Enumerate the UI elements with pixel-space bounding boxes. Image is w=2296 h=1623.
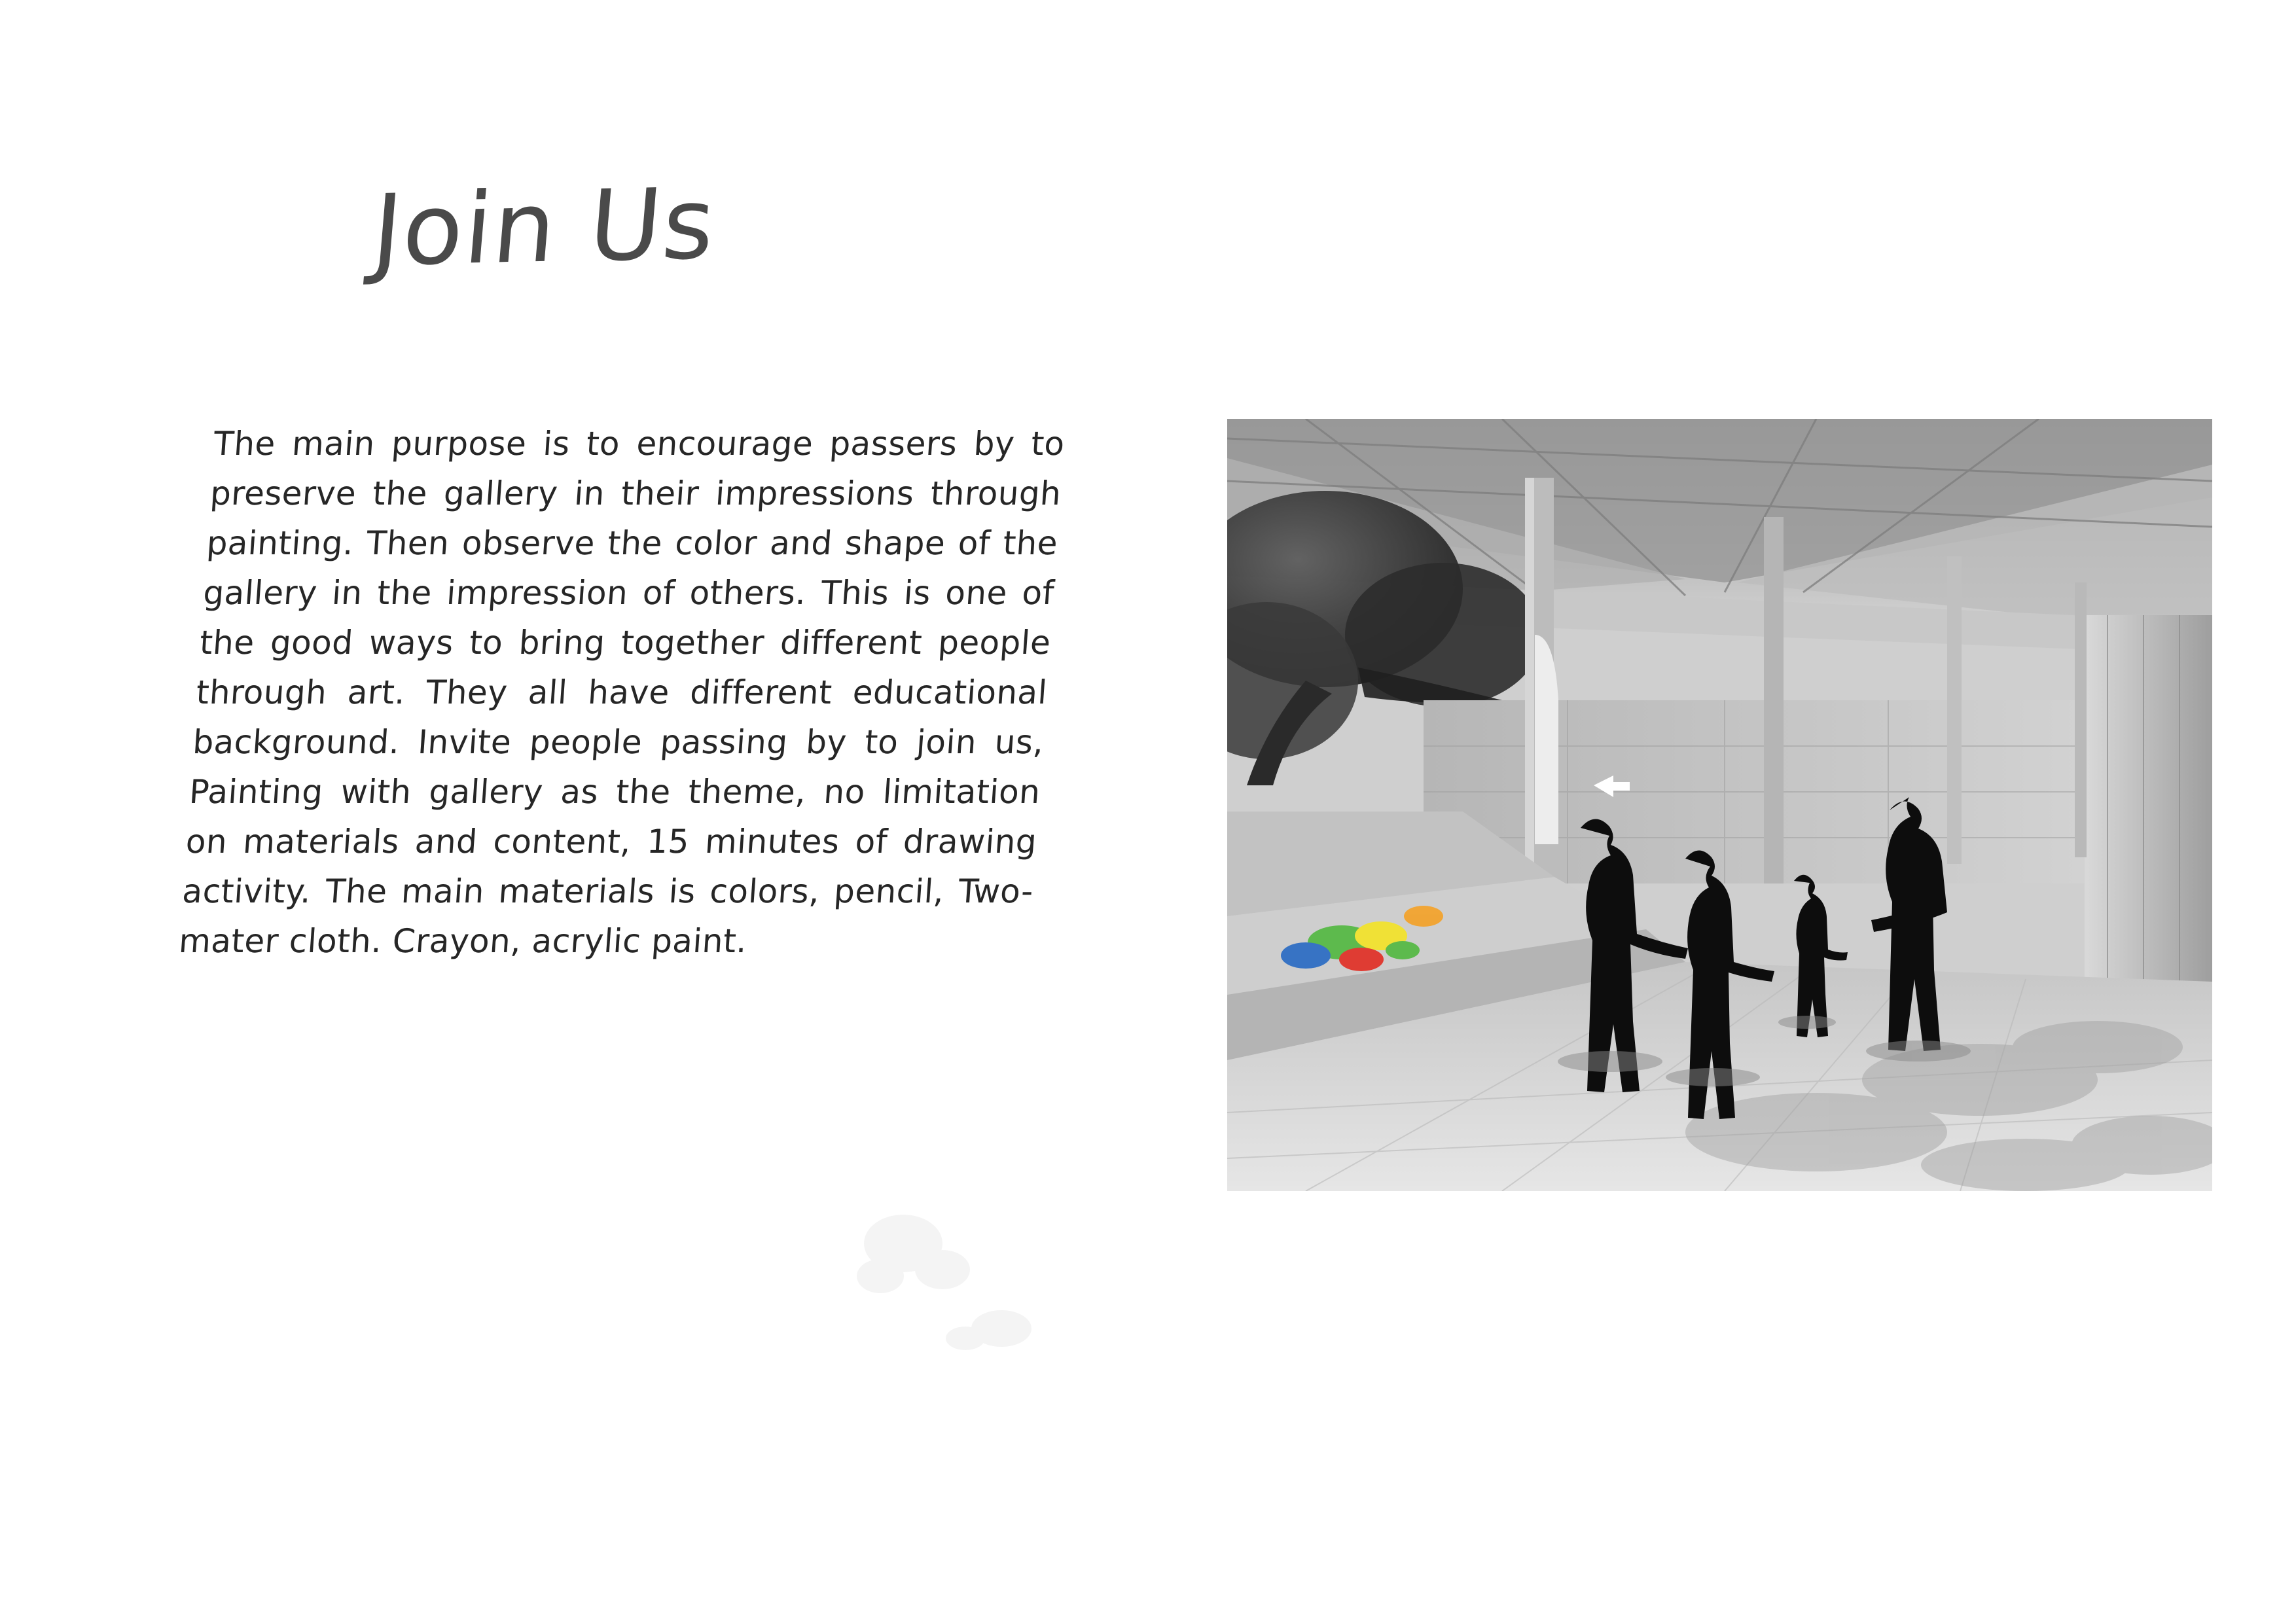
photo-illustration xyxy=(1227,419,2212,1191)
page-title: Join Us xyxy=(368,167,721,289)
gallery-pavilion-photo xyxy=(1227,419,2212,1191)
watermark-decoration xyxy=(818,1198,1093,1368)
body-paragraph: The main purpose is to encourage passers by to preserve the gallery in their impressions through painting. Then observe the color and shape of the gallery in the impression of others. This is one of the good ways to bring together different people through art. They all have different educational background. Invite people passing by to join us, Painting with gallery as the theme, no limitation on materials and content, 15 minutes of drawing activity. The main materials is colors, pencil, Two-mater cloth. Crayon, acrylic paint. xyxy=(177,425,1066,960)
